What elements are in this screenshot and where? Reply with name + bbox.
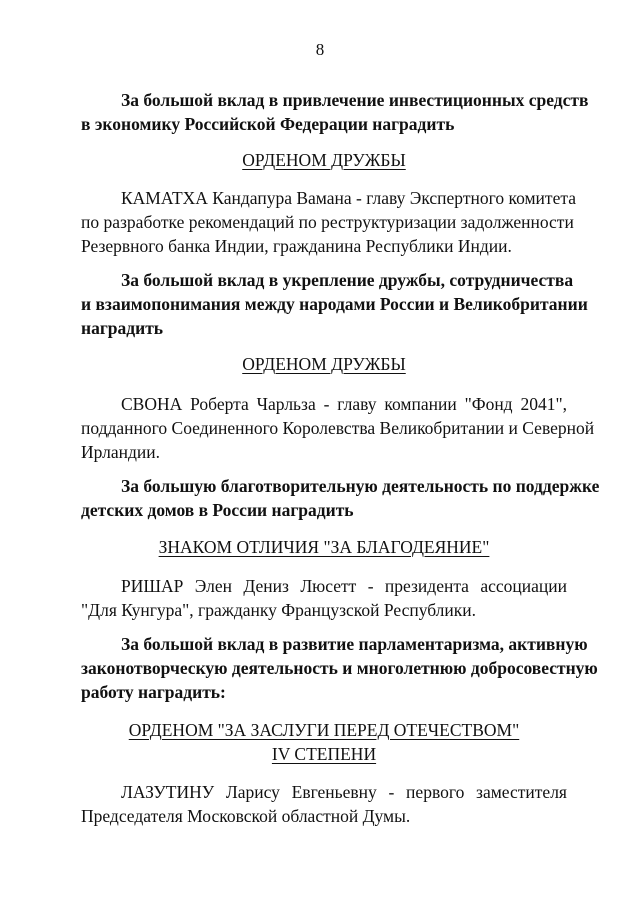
award-title-1 [81,148,567,172]
basis-line: За большой вклад в привлечение инвестиционных средств [121,90,589,110]
basis-line: в экономику Российской Федерации наградить [81,114,455,134]
award-basis-4 [81,632,598,704]
basis-line: и взаимопонимания между народами России и Великобритании [81,294,588,314]
basis-line: За большую благотворительную деятельность по поддержке [121,476,600,496]
award-degree: IV СТЕПЕНИ [271,744,377,764]
basis-line: За большой вклад в укрепление дружбы, сотрудничества [121,270,574,290]
recipient-line: СВОНА Роберта Чарльза - главу компании "Фонд 2041", [121,394,567,414]
recipient-3 [81,574,567,622]
recipient-line: ЛАЗУТИНУ Ларису Евгеньевну - первого заместителя [121,782,567,802]
award-basis-2 [81,268,588,340]
award-title-2 [81,352,567,376]
award-title-3 [81,535,567,559]
award-basis-3 [81,474,600,522]
basis-line: За большой вклад в развитие парламентаризма, активную [121,634,588,654]
award-name: ОРДЕНОМ "ЗА ЗАСЛУГИ ПЕРЕД ОТЕЧЕСТВОМ" [128,720,520,740]
award-basis-1 [81,88,589,136]
page-number: 8 [315,40,325,59]
recipient-line: КАМАТХА Кандапура Вамана - главу Экспертного комитета [121,188,576,208]
recipient-line: Ирландии. [81,442,161,462]
recipient-line: подданного Соединенного Королевства Великобритании и Северной [81,418,595,438]
award-name: ОРДЕНОМ ДРУЖБЫ [242,354,406,374]
award-name: ОРДЕНОМ ДРУЖБЫ [242,150,406,170]
basis-line: наградить [81,318,164,338]
basis-line: детских домов в России наградить [81,500,354,520]
recipient-line: по разработке рекомендаций по реструктуризации задолженности [81,212,574,232]
recipient-line: "Для Кунгура", гражданку Французской Республики. [81,600,477,620]
recipient-4 [81,780,567,828]
recipient-2 [81,392,595,464]
recipient-1 [81,186,576,258]
basis-line: законотворческую деятельность и многолетнюю добросовестную [81,658,598,678]
recipient-line: РИШАР Элен Дениз Люсетт - президента ассоциации [121,576,567,596]
award-title-4 [81,718,567,766]
basis-line: работу наградить: [81,682,226,702]
recipient-line: Председателя Московской областной Думы. [81,806,411,826]
recipient-line: Резервного банка Индии, гражданина Республики Индии. [81,236,512,256]
award-name: ЗНАКОМ ОТЛИЧИЯ "ЗА БЛАГОДЕЯНИЕ" [158,537,490,557]
